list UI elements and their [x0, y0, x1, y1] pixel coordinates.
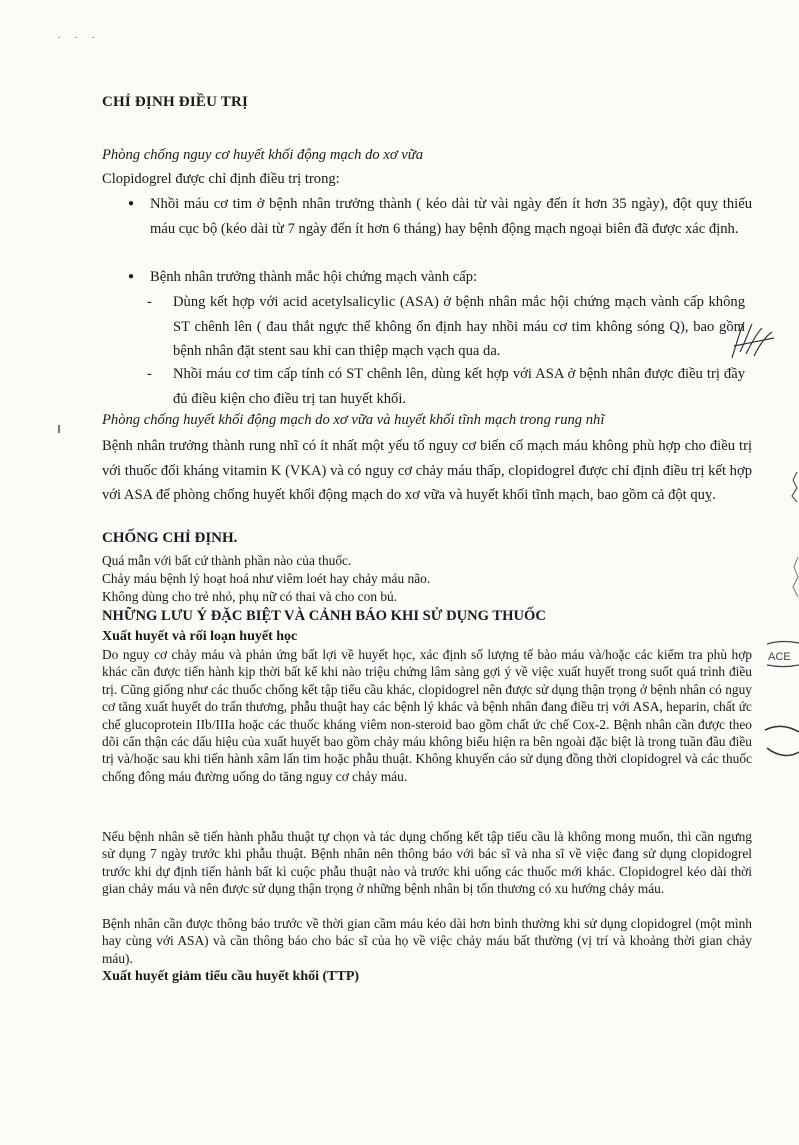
edge-mark	[789, 470, 799, 504]
section-title-warnings: NHỮNG LƯU Ý ĐẶC BIỆT VÀ CẢNH BÁO KHI SỬ DỤNG THUỐC	[102, 608, 546, 624]
header-dots: . . .	[58, 30, 101, 41]
edge-stamp-text: ACE	[768, 651, 791, 663]
bullet-icon: ●	[128, 198, 135, 209]
signature-mark	[728, 318, 778, 364]
subheading-bleeding: Xuất huyết và rối loạn huyết học	[102, 629, 298, 644]
dash-item-nstemi	[147, 290, 745, 364]
margin-tick	[58, 425, 60, 433]
subheading-ttp: Xuất huyết giảm tiểu cầu huyết khối (TTP)	[102, 969, 360, 984]
dash-icon: -	[147, 366, 152, 382]
bullet-item-mi-stroke	[128, 192, 752, 241]
dash-text: Dùng kết hợp với acid acetylsalicylic (ASA) ở bệnh nhân mắc hội chứng mạch vành cấp không ST chênh lên ( đau thắt ngực thể không ổn định hay nhồi máu cơ tim không sóng Q), bao gồm bệnh nhân đặt stent sau khi can thiệp mạch vạch qua da.	[173, 294, 745, 359]
paragraph-surgery: Nếu bệnh nhân sẽ tiến hành phẫu thuật tự chọn và tác dụng chống kết tập tiểu cầu là không mong muốn, thì cần ngưng sử dụng 7 ngày trước khi phẫu thuật. Bệnh nhân nên thông báo với bác sĩ và nha sĩ về việc đang sử dụng clopidogrel trước khi dự định tiến hành bất kì cuộc phẫu thuật nào và trước khi uống các thuốc mới khác. Clopidogrel kéo dài thời gian chảy máu và nên được sử dụng thận trọng ở những bệnh nhân bị tổn thương có xu hướng chảy máu.	[102, 829, 752, 897]
contraindication-line-3: Không dùng cho trẻ nhỏ, phụ nữ có thai và cho con bú.	[102, 589, 398, 604]
contraindication-line-2: Chảy máu bệnh lý hoạt hoá như viêm loét hay chảy máu não.	[102, 571, 431, 586]
bullet-text: Bệnh nhân trưởng thành mắc hội chứng mạch vành cấp:	[150, 269, 478, 285]
edge-mark-2	[789, 555, 799, 599]
section-title-indications: CHỈ ĐỊNH ĐIỀU TRỊ	[102, 94, 249, 110]
dash-text: Nhồi máu cơ tim cấp tính có ST chênh lên, dùng kết hợp với ASA ở bệnh nhân được điều trị đầy đủ điều kiện cho điều trị tan huyết khối.	[173, 366, 745, 407]
bullet-item-acs	[128, 265, 752, 290]
subheading-atherothrombosis: Phòng chống nguy cơ huyết khối động mạch do xơ vữa	[102, 147, 424, 163]
subheading-atrial-fibrillation: Phòng chống huyết khối động mạch do xơ vữa và huyết khối tĩnh mạch trong rung nhĩ	[102, 412, 605, 428]
indications-intro: Clopidogrel được chỉ định điều trị trong:	[102, 171, 340, 187]
contraindication-line-1: Quá mẫn với bất cứ thành phần nào của thuốc.	[102, 553, 352, 568]
edge-stamp	[765, 640, 799, 668]
paragraph-atrial-fibrillation: Bệnh nhân trưởng thành rung nhĩ có ít nhất một yếu tố nguy cơ biến cố mạch máu không phù hợp cho điều trị với thuốc đối kháng vitamin K (VKA) và có nguy cơ chảy máu thấp, clopidogrel được chỉ định điều trị kết hợp với ASA để phòng chống huyết khối động mạch do xơ vữa và huyết khối tĩnh mạch, bao gồm cả đột quỵ.	[102, 438, 752, 503]
section-title-contraindications: CHỐNG CHỈ ĐỊNH.	[102, 530, 238, 546]
paragraph-patient-info: Bệnh nhân cần được thông báo trước về thời gian cầm máu kéo dài hơn bình thường khi sử dụng clopidogrel (một mình hay cùng với ASA) và cần thông báo cho bác sĩ của họ về việc chảy máu bất thường (vị trí và khoảng thời gian chảy máu).	[102, 916, 752, 966]
paragraph-bleeding: Do nguy cơ chảy máu và phản ứng bất lợi về huyết học, xác định số lượng tế bào máu và/hoặc các kiểm tra phù hợp khác cần được tiến hành kịp thời bất kể khi nào triệu chứng lâm sàng gợi ý về việc xuất huyết trong suốt quá trình điều trị. Cũng giống như các thuốc chống kết tập tiểu cầu khác, clopidogrel nên được sử dụng thận trọng ở bệnh nhân có nguy cơ tăng xuất huyết do trấn thương, phẫu thuật hay các bệnh lý khác và bệnh nhân đang điều trị với ASA, heparin, chất ức chế glucoprotein IIb/IIIa hoặc các thuốc kháng viêm non-steroid bao gồm chất ức chế Cox-2. Bệnh nhân cần được theo dõi cẩn thận các dấu hiệu của xuất huyết bao gồm chảy máu không biểu hiện ra bên ngoài đặc biệt là trong tuần đầu điều trị và/hoặc sau khi tiến hành xâm lấn tim hoặc phẫu thuật. Không khuyến cáo sử dụng đồng thời clopidogrel và các thuốc chống đông máu đường uống do tăng nguy cơ chảy máu.	[102, 647, 752, 784]
dash-item-stemi	[147, 362, 745, 411]
dash-icon: -	[147, 294, 152, 310]
edge-curve	[763, 722, 799, 762]
bullet-icon: ●	[128, 271, 135, 282]
bullet-text: Nhồi máu cơ tim ở bệnh nhân trưởng thành ( kéo dài từ vài ngày đến ít hơn 35 ngày), đột quỵ thiếu máu cục bộ (kéo dài từ 7 ngày đến ít hơn 6 tháng) hay bệnh động mạch ngoại biên đã được xác định.	[150, 196, 752, 237]
